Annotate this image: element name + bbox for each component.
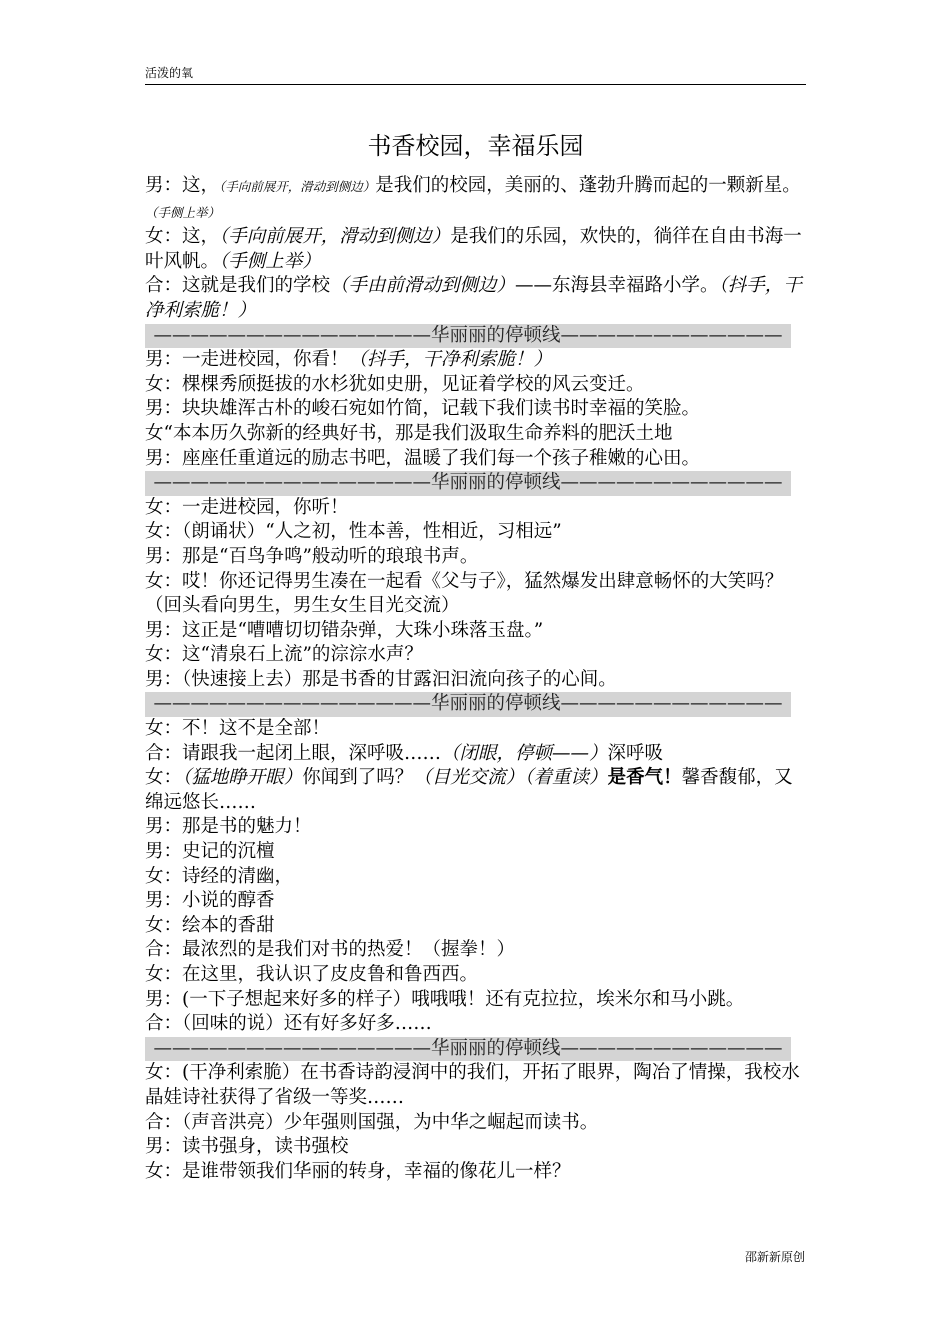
emphasis-text: 是香气！ [607,767,682,789]
script-line: 女：(干净利索脆）在书香诗韵浸润中的我们，开拓了眼界，陶冶了情操，我校水晶娃诗社获得了省级一等奖…… [145,1062,800,1108]
script-line: 男：这正是“嘈嘈切切错杂弹，大珠小珠落玉盘。” [145,619,544,641]
page-header [145,64,806,85]
script-line: 女：诗经的清幽， [145,865,294,887]
script-line: 女：棵棵秀颀挺拔的水杉犹如史册，见证着学校的风云变迁。 [145,373,645,395]
script-line: 男：小说的醇香 [145,890,275,912]
script-body [145,174,810,1184]
script-line: 男：史记的沉檀 [145,841,275,863]
script-line: 男：一走进校园，你看！（抖手，干净利索脆！） [145,349,553,371]
script-line: 女：哎！你还记得男生凑在一起看《父与子》，猛然爆发出肆意畅怀的大笑吗？（回头看向男生，男生女生目光交流） [145,570,784,617]
page-footer [745,1248,805,1266]
script-line: 女“本本历久弥新的经典好书，那是我们汲取生命养料的肥沃土地 [145,422,673,444]
script-line: 女：不！这不是全部！ [145,718,331,740]
script-line: 男：这，（手向前展开，滑动到侧边）是我们的校园，美丽的、蓬勃升腾而起的一颗新星。（手侧上举） [145,175,801,220]
document-title: 书香校园，幸福乐园 [367,132,584,160]
script-line: 女：在这里，我认识了皮皮鲁和鲁西西。 [145,964,479,985]
script-line: 男：读书强身，读书强校 [145,1136,349,1158]
script-line: 合：（回味的说）还有好多好多…… [145,1013,432,1035]
script-line: 合：（声音洪亮）少年强则国强，为中华之崛起而读书。 [145,1111,599,1133]
script-line: 男：（快速接上去）那是书香的甘露汩汩流向孩子的心间。 [145,668,617,690]
pause-divider: ———————————————华丽丽的停顿线———————————— [145,692,791,717]
header-text: 活泼的氧 [145,66,194,80]
script-line: 女：是谁带领我们华丽的转身，幸福的像花儿一样？ [145,1160,571,1182]
footer-text: 邵新新原创 [744,1250,805,1264]
pause-divider: ———————————————华丽丽的停顿线———————————— [145,1037,791,1062]
script-line: 女：一走进校园，你听！ [145,496,349,518]
script-line: 合：这就是我们的学校（手由前滑动到侧边）——东海县幸福路小学。（抖手，干净利索脆！） [145,275,802,321]
script-line: 男：块块雄浑古朴的峻石宛如竹简，记载下我们读书时幸福的笑脸。 [145,398,701,420]
script-line: 女：（朗诵状）“人之初，性本善，性相近，习相远” [145,521,562,543]
script-line: 女：这，（手向前展开，滑动到侧边）是我们的乐园，欢快的，徜徉在自由书海一叶风帆。（手侧上举） [145,226,802,272]
pause-divider: ———————————————华丽丽的停顿线———————————— [145,471,791,496]
script-line: 女：这“清泉石上流”的淙淙水声？ [145,644,423,666]
script-line: 合：请跟我一起闭上眼，深呼吸……（闭眼，停顿——）深呼吸 [145,742,664,764]
script-line: 男：那是“百鸟争鸣”般动听的琅琅书声。 [145,545,479,567]
pause-divider: ———————————————华丽丽的停顿线———————————— [145,324,791,349]
script-line: 男：座座任重道远的励志书吧，温暖了我们每一个孩子稚嫩的心田。 [145,447,701,469]
script-line: 女：绘本的香甜 [145,914,275,936]
script-line: 男：(一下子想起来好多的样子）哦哦哦！还有克拉拉，埃米尔和马小跳。 [145,988,745,1010]
script-line: 女：（猛地睁开眼）你闻到了吗？（目光交流）（着重读）是香气！馨香馥郁，又绵远悠长…… [145,767,793,813]
script-line: 合：最浓烈的是我们对书的热爱！（握拳！） [145,939,516,961]
script-line: 男：那是书的魅力！ [145,816,312,838]
